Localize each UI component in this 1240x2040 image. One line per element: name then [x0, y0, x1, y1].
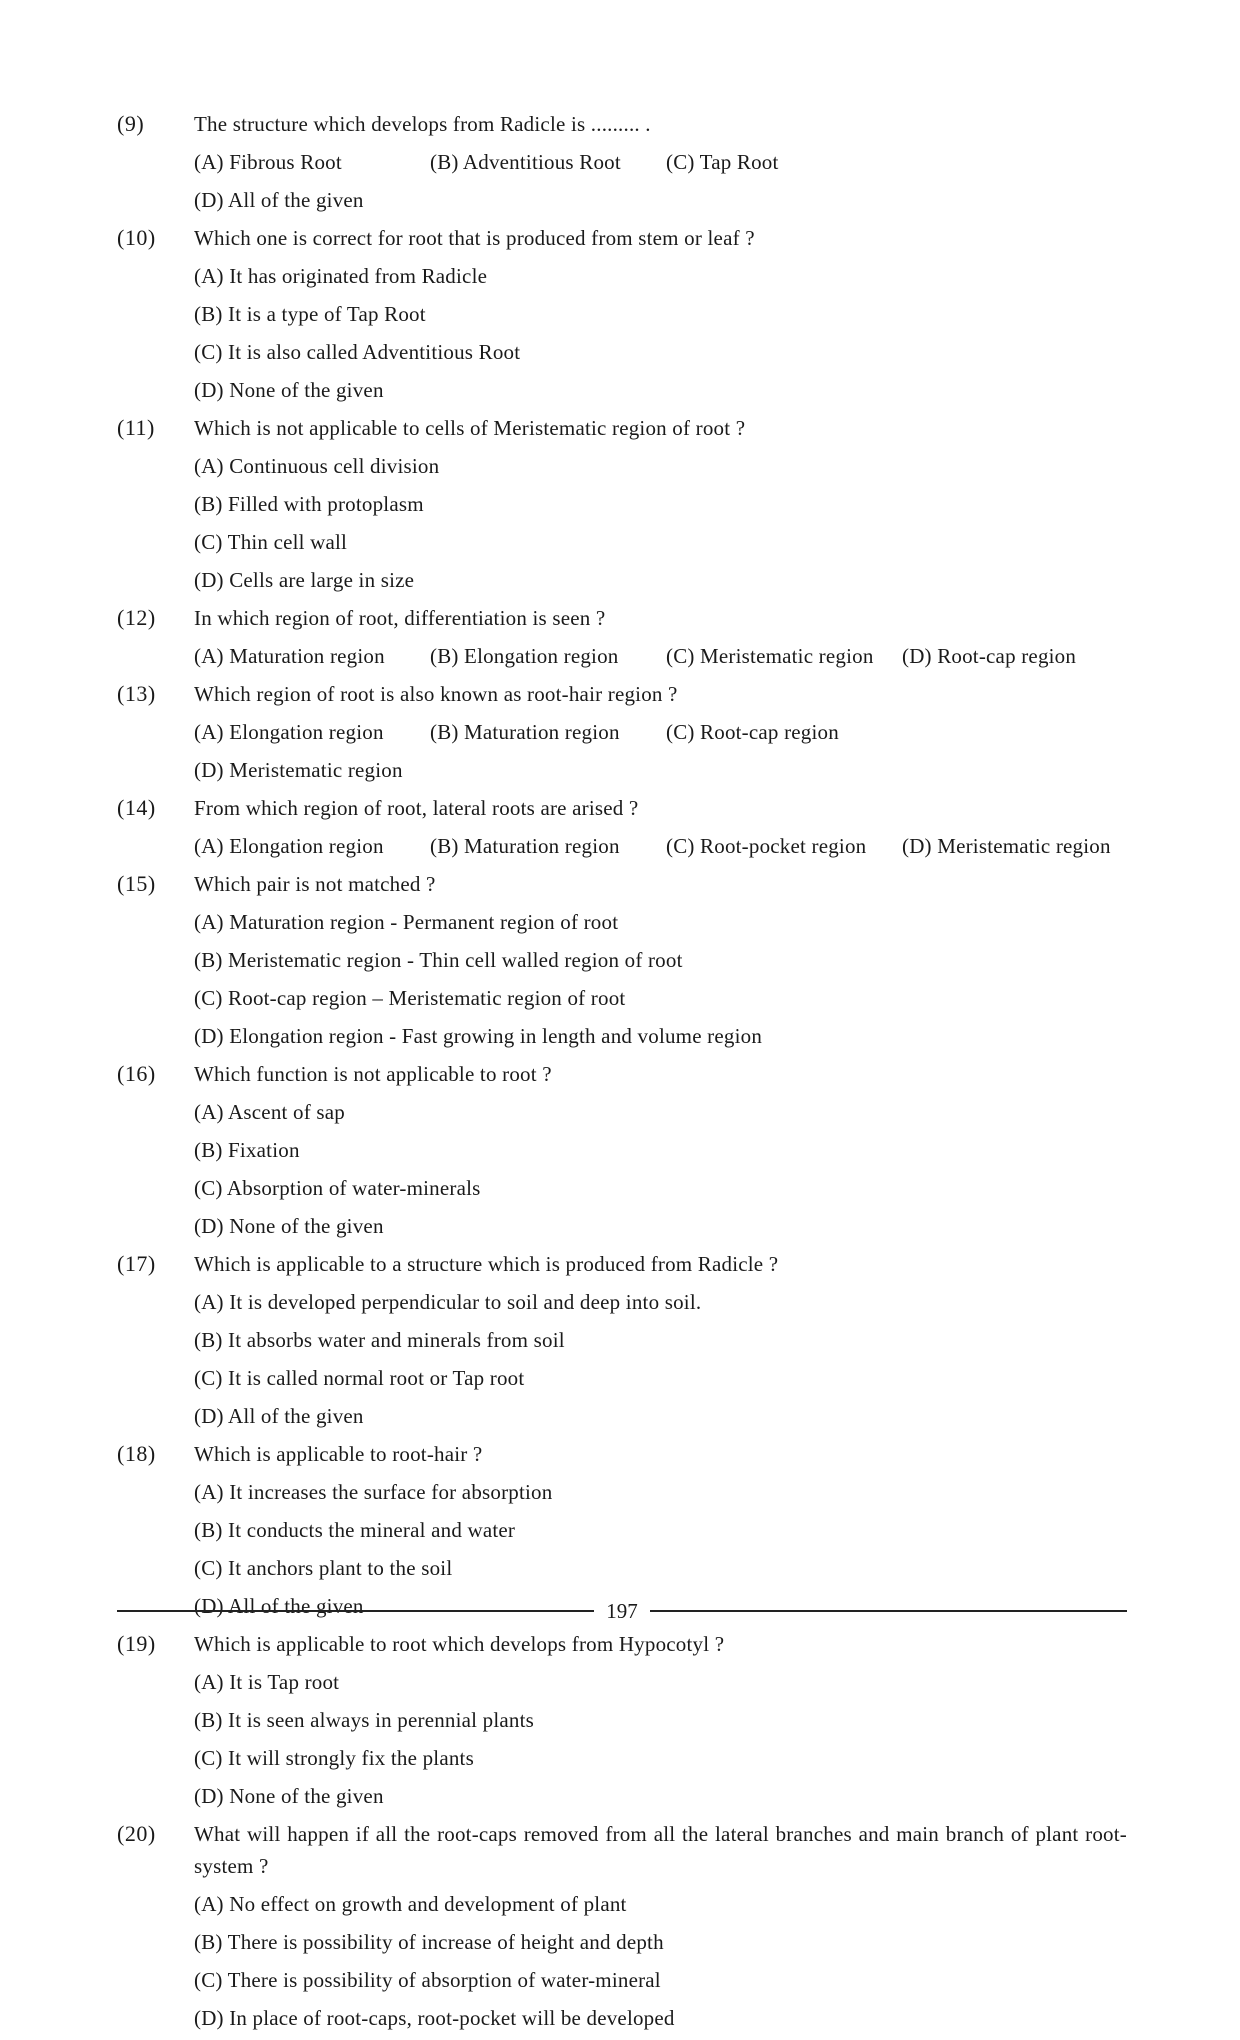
- question-text: From which region of root, lateral roots are arised ?: [194, 796, 639, 820]
- question-number: (19): [117, 1631, 156, 1656]
- answer-option: (B) It is seen always in perennial plants: [194, 1708, 535, 1732]
- question-number: (13): [117, 681, 156, 706]
- answer-option: (B) Fixation: [194, 1138, 300, 1162]
- answer-option: (C) It will strongly fix the plants: [194, 1746, 474, 1770]
- question-text: Which is applicable to a structure which is produced from Radicle ?: [194, 1252, 779, 1276]
- question-block: [117, 868, 1127, 1058]
- question-text: Which function is not applicable to root ?: [194, 1062, 552, 1086]
- answer-option: (B) There is possibility of increase of height and depth: [194, 1930, 664, 1954]
- answer-option: (A) No effect on growth and development of plant: [194, 1892, 627, 1916]
- question-block: [117, 412, 1127, 602]
- answer-option: (B) Adventitious Root: [430, 150, 621, 174]
- question-block: [117, 1628, 1127, 1818]
- answer-option: (A) Continuous cell division: [194, 454, 440, 478]
- question-block: [117, 678, 1127, 792]
- question-text: What will happen if all the root-caps removed from all the lateral branches and main branch of plant root-system ?: [194, 1822, 1127, 1878]
- answer-option: (A) Maturation region - Permanent region of root: [194, 910, 619, 934]
- option-list: [194, 830, 1127, 868]
- answer-option: (A) Elongation region: [194, 720, 384, 744]
- question-line: [117, 1058, 1127, 1096]
- question-text: In which region of root, differentiation is seen ?: [194, 606, 606, 630]
- question-text: Which is applicable to root-hair ?: [194, 1442, 483, 1466]
- answer-option: (A) It is Tap root: [194, 1670, 340, 1694]
- question-number: (12): [117, 605, 156, 630]
- answer-option: (B) Maturation region: [430, 834, 620, 858]
- question-line: [117, 222, 1127, 260]
- answer-option: (A) Ascent of sap: [194, 1100, 345, 1124]
- answer-option: (A) Maturation region: [194, 644, 385, 668]
- question-text: Which is not applicable to cells of Meristematic region of root ?: [194, 416, 746, 440]
- question-text: Which is applicable to root which develops from Hypocotyl ?: [194, 1632, 725, 1656]
- question-line: [117, 412, 1127, 450]
- answer-option: (D) All of the given: [194, 1404, 364, 1428]
- answer-option: (B) Elongation region: [430, 644, 619, 668]
- question-line: [117, 602, 1127, 640]
- question-text: Which one is correct for root that is produced from stem or leaf ?: [194, 226, 755, 250]
- answer-option: (C) It anchors plant to the soil: [194, 1556, 453, 1580]
- option-list: [194, 640, 1127, 678]
- answer-option: (D) Cells are large in size: [194, 568, 415, 592]
- answer-option: (A) It has originated from Radicle: [194, 264, 488, 288]
- answer-option: (D) All of the given: [194, 188, 364, 212]
- question-block: [117, 1058, 1127, 1248]
- question-line: [117, 108, 1127, 146]
- answer-option: (B) It absorbs water and minerals from soil: [194, 1328, 565, 1352]
- question-list: [117, 108, 1127, 2040]
- option-list: [194, 1666, 1127, 1818]
- question-line: [117, 1628, 1127, 1666]
- answer-option: (B) Filled with protoplasm: [194, 492, 424, 516]
- answer-option: (D) None of the given: [194, 1784, 384, 1808]
- answer-option: (B) It conducts the mineral and water: [194, 1518, 516, 1542]
- question-number: (11): [117, 415, 155, 440]
- question-block: [117, 222, 1127, 412]
- question-text: Which region of root is also known as root-hair region ?: [194, 682, 678, 706]
- answer-option: (D) In place of root-caps, root-pocket will be developed: [194, 2006, 675, 2030]
- question-line: [117, 792, 1127, 830]
- answer-option: (C) There is possibility of absorption of water-mineral: [194, 1968, 661, 1992]
- question-number: (10): [117, 225, 156, 250]
- question-line: [117, 678, 1127, 716]
- answer-option: (C) Root-cap region – Meristematic region of root: [194, 986, 626, 1010]
- answer-option: (C) It is also called Adventitious Root: [194, 340, 521, 364]
- answer-option: (D) Root-cap region: [902, 644, 1077, 668]
- page-footer: [117, 1594, 1127, 1628]
- footer-rule-right: [650, 1610, 1127, 1612]
- answer-option: (C) It is called normal root or Tap root: [194, 1366, 525, 1390]
- answer-option: (C) Absorption of water-minerals: [194, 1176, 481, 1200]
- answer-option: (C) Root-cap region: [666, 720, 839, 744]
- answer-option: (D) All of the given: [194, 1594, 364, 1618]
- question-line: [117, 1818, 1127, 1882]
- page-number: 197: [606, 1598, 638, 1623]
- question-block: [117, 1818, 1127, 2040]
- question-number: (9): [117, 111, 145, 136]
- answer-option: (B) Maturation region: [430, 720, 620, 744]
- answer-option: (B) It is a type of Tap Root: [194, 302, 426, 326]
- question-block: [117, 108, 1127, 222]
- answer-option: (D) Elongation region - Fast growing in length and volume region: [194, 1024, 763, 1048]
- option-list: [194, 1888, 1127, 2040]
- answer-option: (D) None of the given: [194, 1214, 384, 1238]
- answer-option: (C) Root-pocket region: [666, 834, 867, 858]
- question-number: (14): [117, 795, 156, 820]
- answer-option: (C) Tap Root: [666, 150, 779, 174]
- answer-option: (A) It increases the surface for absorption: [194, 1480, 553, 1504]
- footer-rule-left: [117, 1610, 594, 1612]
- question-block: [117, 792, 1127, 868]
- answer-option: (A) It is developed perpendicular to soil and deep into soil.: [194, 1290, 702, 1314]
- answer-option: (D) None of the given: [194, 378, 384, 402]
- option-list: [194, 1286, 1127, 1438]
- option-list: [194, 716, 1127, 792]
- answer-option: (D) Meristematic region: [902, 834, 1111, 858]
- question-number: (20): [117, 1821, 156, 1846]
- option-list: [194, 146, 1127, 222]
- answer-option: (C) Thin cell wall: [194, 530, 348, 554]
- answer-option: (D) Meristematic region: [194, 758, 403, 782]
- question-line: [117, 1248, 1127, 1286]
- question-line: [117, 868, 1127, 906]
- question-text: The structure which develops from Radicle is ......... .: [194, 112, 651, 136]
- question-number: (18): [117, 1441, 156, 1466]
- question-block: [117, 1248, 1127, 1438]
- question-number: (17): [117, 1251, 156, 1276]
- answer-option: (C) Meristematic region: [666, 644, 874, 668]
- answer-option: (A) Elongation region: [194, 834, 384, 858]
- answer-option: (A) Fibrous Root: [194, 150, 342, 174]
- option-list: [194, 1096, 1127, 1248]
- question-block: [117, 602, 1127, 678]
- question-number: (16): [117, 1061, 156, 1086]
- question-number: (15): [117, 871, 156, 896]
- answer-option: (B) Meristematic region - Thin cell walled region of root: [194, 948, 683, 972]
- question-line: [117, 1438, 1127, 1476]
- question-text: Which pair is not matched ?: [194, 872, 436, 896]
- option-list: [194, 450, 1127, 602]
- option-list: [194, 260, 1127, 412]
- option-list: [194, 906, 1127, 1058]
